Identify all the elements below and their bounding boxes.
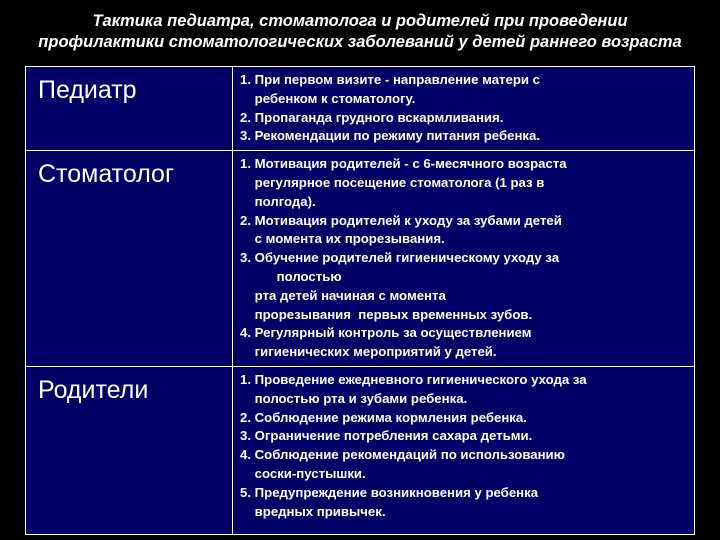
tactics-list <box>240 71 688 146</box>
items-cell <box>233 366 695 534</box>
list-item <box>240 371 688 409</box>
list-item-line: соски-пустышки. <box>240 465 366 481</box>
list-item <box>240 427 688 446</box>
list-item <box>240 155 688 211</box>
list-item-line: 2. Мотивация родителей к уходу за зубами детей <box>240 212 562 228</box>
list-item <box>240 324 688 362</box>
list-item-line: 4. Соблюдение рекомендаций по использованию <box>240 447 565 463</box>
list-item <box>240 109 688 128</box>
table-row <box>26 151 695 367</box>
tactics-list <box>240 155 688 362</box>
title-line-2: профилактики стоматологических заболеваний у детей раннего возраста <box>38 33 682 51</box>
list-item-line: ребенком к стоматологу. <box>240 90 416 106</box>
slide-title <box>0 11 720 53</box>
list-item-line: регулярное посещение стоматолога (1 раз в <box>240 174 545 190</box>
list-item <box>240 484 688 522</box>
title-line-1: Тактика педиатра, стоматолога и родителей при проведении <box>92 12 628 30</box>
list-item-line: гигиенических мероприятий у детей. <box>240 344 497 360</box>
list-item-line: 1. При первом визите - направление матери с <box>240 72 541 87</box>
list-item-line: 3. Ограничение потребления сахара детьми. <box>240 428 533 444</box>
list-item-line: 4. Регулярный контроль за осуществлением <box>240 325 532 341</box>
role-cell: Педиатр <box>26 67 233 151</box>
list-item <box>240 249 688 324</box>
items-cell <box>233 151 695 367</box>
list-item-line: полостью рта и зубами ребенка. <box>240 390 468 406</box>
list-item <box>240 446 688 484</box>
list-item-line: вредных привычек. <box>240 503 386 519</box>
role-cell: Родители <box>26 366 233 534</box>
list-item-line: рта детей начиная с момента <box>240 287 446 303</box>
items-cell <box>233 67 695 151</box>
list-item-line: с момента их прорезывания. <box>240 231 445 247</box>
list-item-line: 2. Соблюдение режима кормления ребенка. <box>240 409 527 425</box>
list-item <box>240 212 688 250</box>
table-row <box>26 366 695 534</box>
list-item-line: 5. Предупреждение возникновения у ребенка <box>240 484 539 500</box>
list-item-line: полгода). <box>240 193 316 209</box>
list-item <box>240 127 688 146</box>
list-item-line: 3. Рекомендации по режиму питания ребенка. <box>240 128 541 144</box>
list-item <box>240 409 688 428</box>
list-item-line: 2. Пропаганда грудного вскармливания. <box>240 109 504 125</box>
tactics-table <box>25 66 695 535</box>
tactics-list <box>240 371 688 521</box>
list-item <box>240 71 688 109</box>
list-item-line: полостью <box>240 268 342 284</box>
list-item-line: прорезывания первых временных зубов. <box>240 306 533 322</box>
role-cell: Стоматолог <box>26 151 233 367</box>
list-item-line: 1. Проведение ежедневного гигиенического ухода за <box>240 371 587 387</box>
list-item-line: 3. Обучение родителей гигиеническому уходу за <box>240 250 560 266</box>
table-row <box>26 67 695 151</box>
list-item-line: 1. Мотивация родителей - с 6-месячного возраста <box>240 156 567 172</box>
